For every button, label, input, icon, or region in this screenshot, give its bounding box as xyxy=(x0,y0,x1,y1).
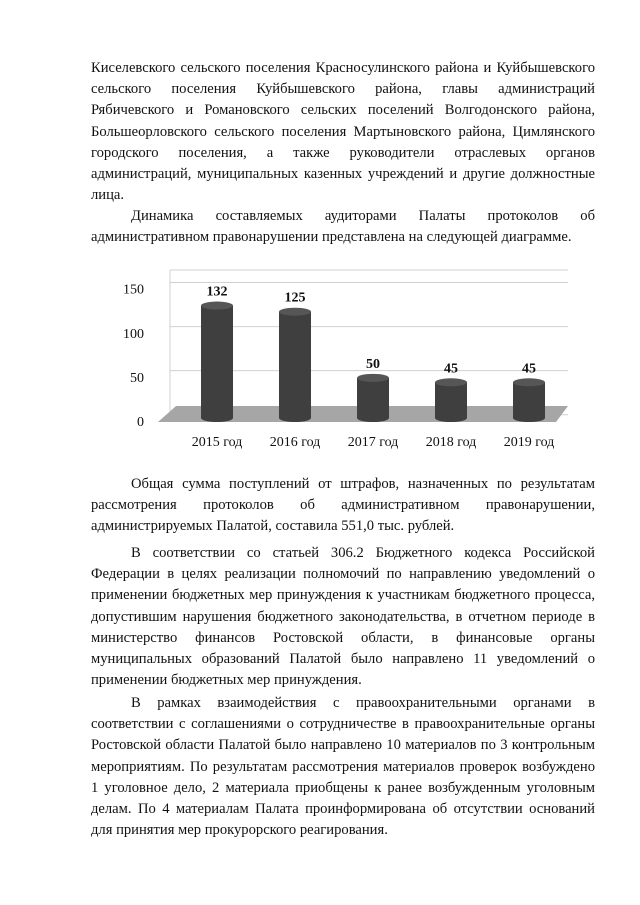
bar-2018-год xyxy=(435,378,467,422)
y-tick-label: 150 xyxy=(123,282,144,298)
bar-body xyxy=(279,312,311,418)
bar-base xyxy=(201,414,233,422)
bar-body xyxy=(357,378,389,418)
data-labels xyxy=(207,285,537,377)
paragraph-officials: Киселевского сельского поселения Красносулинского района и Куйбышевского сельского поселения Куйбышевского района, главы администраций Рябичевского и Романовского сельских поселений Волгодонского района, Большеорловского сельского поселения Мартыновского района, Цимлянского городского поселения, а также руководители отраслевых органов администраций, муниципальных казенных учреждений и другие должностные лица. xyxy=(91,60,595,204)
bar-2017-год xyxy=(357,374,389,422)
bar-top xyxy=(201,302,233,310)
bar-base xyxy=(279,414,311,422)
paragraph-law-enforcement: В рамках взаимодействия с правоохранительными органами в соответствии с соглашениями о сотрудничестве в правоохранительные органы Ростовской области Палатой было направлено 10 материалов по 3 контрольным мероприятиям. По результатам рассмотрения материалов проверок возбуждено 1 уголовное дело, 2 материала приобщены к ранее возбужденным уголовным делам. По 4 материалам Палата проинформирована об отсутствии оснований для принятия мер прокурорского реагирования. xyxy=(91,695,595,839)
bar-top xyxy=(513,378,545,386)
y-tick-label: 0 xyxy=(137,415,144,430)
bar-2019-год xyxy=(513,378,545,422)
x-tick-label: 2017 год xyxy=(347,435,399,450)
y-tick-label: 100 xyxy=(123,326,144,342)
bar-base xyxy=(435,414,467,422)
data-label: 132 xyxy=(206,284,228,300)
y-axis-ticks xyxy=(123,283,144,430)
protocols-bar-chart xyxy=(108,262,568,454)
bar-base xyxy=(357,414,389,422)
x-tick-label: 2015 год xyxy=(191,435,243,450)
y-tick-label: 50 xyxy=(130,370,144,386)
bar-body xyxy=(513,382,545,418)
x-tick-label: 2016 год xyxy=(269,435,321,450)
paragraph-budget-notices: В соответствии со статьей 306.2 Бюджетного кодекса Российской Федерации в целях реализации полномочий по направлению уведомлений о применении бюджетных мер принуждения к участникам бюджетного процесса, допустившим нарушения бюджетного законодательства, в отчетном периоде в министерство финансов Ростовской области, в финансовые органы муниципальных образований Палатой было направлено 11 уведомлений о применении бюджетных мер принуждения. xyxy=(91,545,595,689)
bar-2016-год xyxy=(279,308,311,422)
bar-2015-год xyxy=(201,302,233,422)
bar-top xyxy=(435,378,467,386)
paragraph-chart-intro: Динамика составляемых аудиторами Палаты протоколов об административном правонарушении представлена на следующей диаграмме. xyxy=(91,208,595,246)
bar-top xyxy=(279,308,311,316)
data-label: 125 xyxy=(284,290,306,306)
data-label: 45 xyxy=(444,361,458,377)
bar-top xyxy=(357,374,389,382)
data-label: 50 xyxy=(366,356,380,372)
paragraph-fines-total: Общая сумма поступлений от штрафов, назначенных по результатам рассмотрения протоколов об административном правонарушении, администрируемых Палатой, составила 551,0 тыс. рублей. xyxy=(91,476,595,535)
x-tick-label: 2019 год xyxy=(503,435,555,450)
data-label: 45 xyxy=(522,361,536,377)
x-axis-ticks xyxy=(192,435,555,450)
x-tick-label: 2018 год xyxy=(425,435,477,450)
bar-body xyxy=(201,306,233,418)
bar-base xyxy=(513,414,545,422)
bar-body xyxy=(435,382,467,418)
